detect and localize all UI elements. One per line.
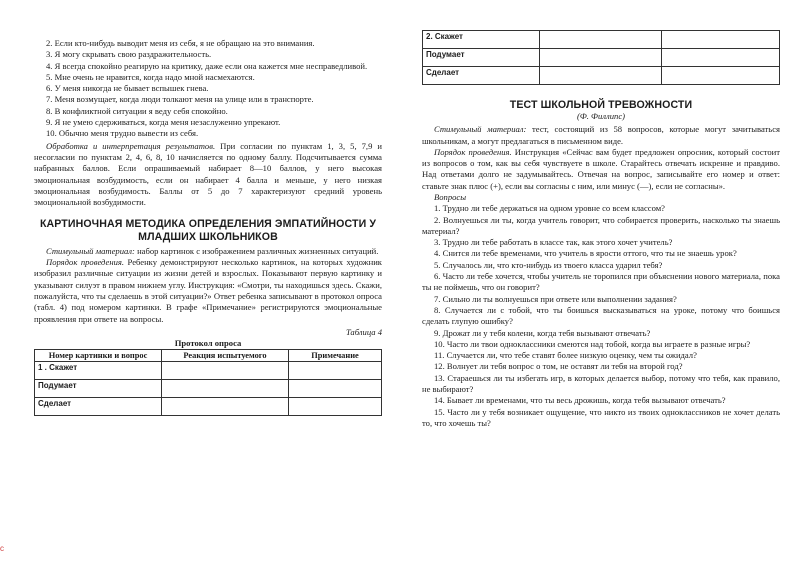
stimulus-label: Стимульный материал: [434, 124, 527, 135]
question-item: 12. Волнует ли тебя вопрос о том, не оставят ли тебя на второй год? [434, 361, 683, 372]
table-cell [662, 31, 780, 49]
question-item: 5. Случалось ли, что кто-нибудь из твоего класса ударил тебя? [434, 259, 663, 270]
question-item: 4. Снится ли тебе временами, что учитель в ярости оттого, что ты не знаешь урок? [434, 248, 737, 259]
header-note: Примечание [289, 349, 382, 361]
stimulus-text: тест, состоящий из 58 вопросов, которые могут зачитываться школьникам, а могут предлагаться в письменном виде. [422, 124, 780, 146]
question-item: 15. Часто ли у тебя возникает ощущение, что никто из твоих одноклассников не хочет делать то, что хочешь ты? [422, 406, 780, 428]
table-caption: Протокол опроса [174, 337, 242, 348]
header-picture-number: Номер картинки и вопрос [35, 349, 162, 361]
protocol-table-continued [422, 30, 780, 85]
empathy-method-heading: КАРТИНОЧНАЯ МЕТОДИКА ОПРЕДЕЛЕНИЯ ЭМПАТИЙНОСТИ У МЛАДШИХ ШКОЛЬНИКОВ [39, 218, 377, 243]
stimulus-label: Стимульный материал: [46, 245, 135, 256]
question-item: 13. Стараешься ли ты избегать игр, в которых делается выбор, потому что тебя, как правило, не выбирают? [422, 372, 780, 395]
statement-item: 7. Меня возмущает, когда люди толкают меня на улице или в транспорте. [46, 94, 314, 105]
statement-item: 3. Я могу скрывать свою раздражительность. [46, 49, 212, 60]
header-reaction: Реакция испытуемого [162, 349, 289, 361]
questions-label: Вопросы [434, 191, 467, 202]
question-item: 6. Часто ли тебе хочется, чтобы учитель не торопился при объяснении нового материала, пока ты не поймешь, что он говорит? [422, 271, 780, 293]
procedure-text: Инструкция «Сейчас вам будет предложен опросник, который состоит из вопросов о том, как вы себя чувствуете в школе. Старайтесь отвечать искренне и правдиво. Над ответами долго не задумывайтесь. Отвечая на вопрос, записывайте его номер и ответ: ставьте знак плюс (+), если вы согласны с ним, или минус (—), если не согласны». [422, 146, 780, 191]
table-cell [289, 379, 382, 397]
interview-protocol-table [34, 349, 382, 416]
table-cell [662, 49, 780, 67]
row-label: 2. Скажет [423, 31, 540, 49]
statement-item: 10. Обычно меня трудно вывести из себя. [46, 128, 199, 139]
processing-text: При согласии по пунктам 1, 3, 5, 7,9 и несогласии по пунктам 2, 4, 6, 8, 10 начисляется по одному баллу. Подсчитывается сумма набранных баллов. Если опрашиваемый набирает 8—10 баллов, у него высокая эмоциональная возбудимость, если он набирает 4 балла и меньше, у него низкая эмоциональная возбудимость. Баллы от 5 до 7 характеризуют средний уровень эмоциональной возбудимости. [34, 140, 382, 208]
table-row [35, 379, 382, 397]
question-item: 11. Случается ли, что тебе ставят более низкую оценку, чем ты ожидал? [434, 350, 697, 361]
table-cell [289, 361, 382, 379]
anger-statements-list [34, 38, 382, 140]
table-header-row [35, 349, 382, 361]
question-item: 9. Дрожат ли у тебя колени, когда тебя вызывают отвечать? [434, 327, 651, 338]
table-row [423, 49, 780, 67]
question-item: 7. Сильно ли ты волнуешься при ответе или выполнении задания? [434, 293, 677, 304]
row-label: Подумает [423, 49, 540, 67]
procedure-paragraph [34, 257, 382, 325]
processing-paragraph [34, 141, 382, 209]
table-row [423, 31, 780, 49]
statement-item: 5. Мне очень не нравится, когда надо мной насмехаются. [46, 71, 255, 82]
question-item: 1. Трудно ли тебе держаться на одном уровне со всем классом? [434, 203, 665, 214]
table-cell [162, 397, 289, 415]
table-cell [162, 361, 289, 379]
stimulus-paragraph [422, 124, 780, 147]
test-author: (Ф. Филлипс) [576, 111, 626, 122]
statement-item: 6. У меня никогда не бывает вспышек гнева. [46, 83, 209, 94]
table-cell [162, 379, 289, 397]
row-label: 1 . Скажет [35, 361, 162, 379]
procedure-text: Ребенку демонстрируют несколько картинок, на которых художник изобразил различные ситуации из жизни детей и взрослых. Показывают первую картинку и указывают силуэт в правом нижнем углу. Инструкция: «Смотри, ты находишься здесь. Скажи, пожалуйста, что ты сделаешь в этой ситуации?» Ответ ребенка записывают в протокол опроса (табл. 4) под номером картинки. В графе «Примечание» регистрируются эмоциональные проявления при ответе на вопросы. [34, 257, 382, 324]
statement-item: 9. Я не умею сдерживаться, когда меня незаслуженно упрекают. [46, 117, 281, 128]
row-label: Сделает [35, 397, 162, 415]
table-cell [540, 31, 662, 49]
processing-label: Обработка и интерпретация результатов. [46, 140, 216, 151]
question-item: 14. Бывает ли временами, что ты весь дрожишь, когда тебя вызывают отвечать? [434, 395, 726, 406]
question-item: 10. Часто ли твои одноклассники смеются над тобой, когда вы играете в разные игры? [434, 338, 751, 349]
procedure-label: Порядок проведения. [46, 257, 125, 268]
row-label: Подумает [35, 379, 162, 397]
question-item: 3. Трудно ли тебе работать в классе так, как этого хочет учитель? [434, 237, 673, 248]
statement-item: 8. В конфликтной ситуации я веду себя спокойно. [46, 105, 228, 116]
question-item: 2. Волнуешься ли ты, когда учитель говорит, что собирается проверить, насколько ты знаешь материал? [422, 214, 780, 236]
table-row [423, 67, 780, 85]
anxiety-test-heading: ТЕСТ ШКОЛЬНОЙ ТРЕВОЖНОСТИ [509, 99, 693, 111]
stimulus-text: набор картинок с изображением различных жизненных ситуаций. [134, 245, 379, 256]
statement-item: 2. Если кто-нибудь выводит меня из себя, я не обращаю на это внимания. [46, 38, 315, 48]
table-cell [289, 397, 382, 415]
table-cell [662, 67, 780, 85]
table-row [35, 361, 382, 379]
procedure-label: Порядок проведения. [434, 146, 512, 157]
table-row [35, 397, 382, 415]
stimulus-paragraph [34, 246, 382, 257]
row-label: Сделает [423, 67, 540, 85]
question-item: 8. Случается ли с тобой, что ты боишься высказываться на уроке, потому что боишься сделать глупую ошибку? [422, 304, 780, 327]
right-page [400, 0, 800, 565]
table-cell [540, 67, 662, 85]
table-cell [540, 49, 662, 67]
anxiety-questions-list [422, 203, 780, 429]
statement-item: 4. Я всегда спокойно реагирую на критику, даже если она кажется мне несправедливой. [46, 60, 368, 71]
procedure-paragraph [422, 147, 780, 192]
corner-mark: c [0, 544, 4, 553]
table-number-label: Таблица 4 [345, 326, 382, 337]
